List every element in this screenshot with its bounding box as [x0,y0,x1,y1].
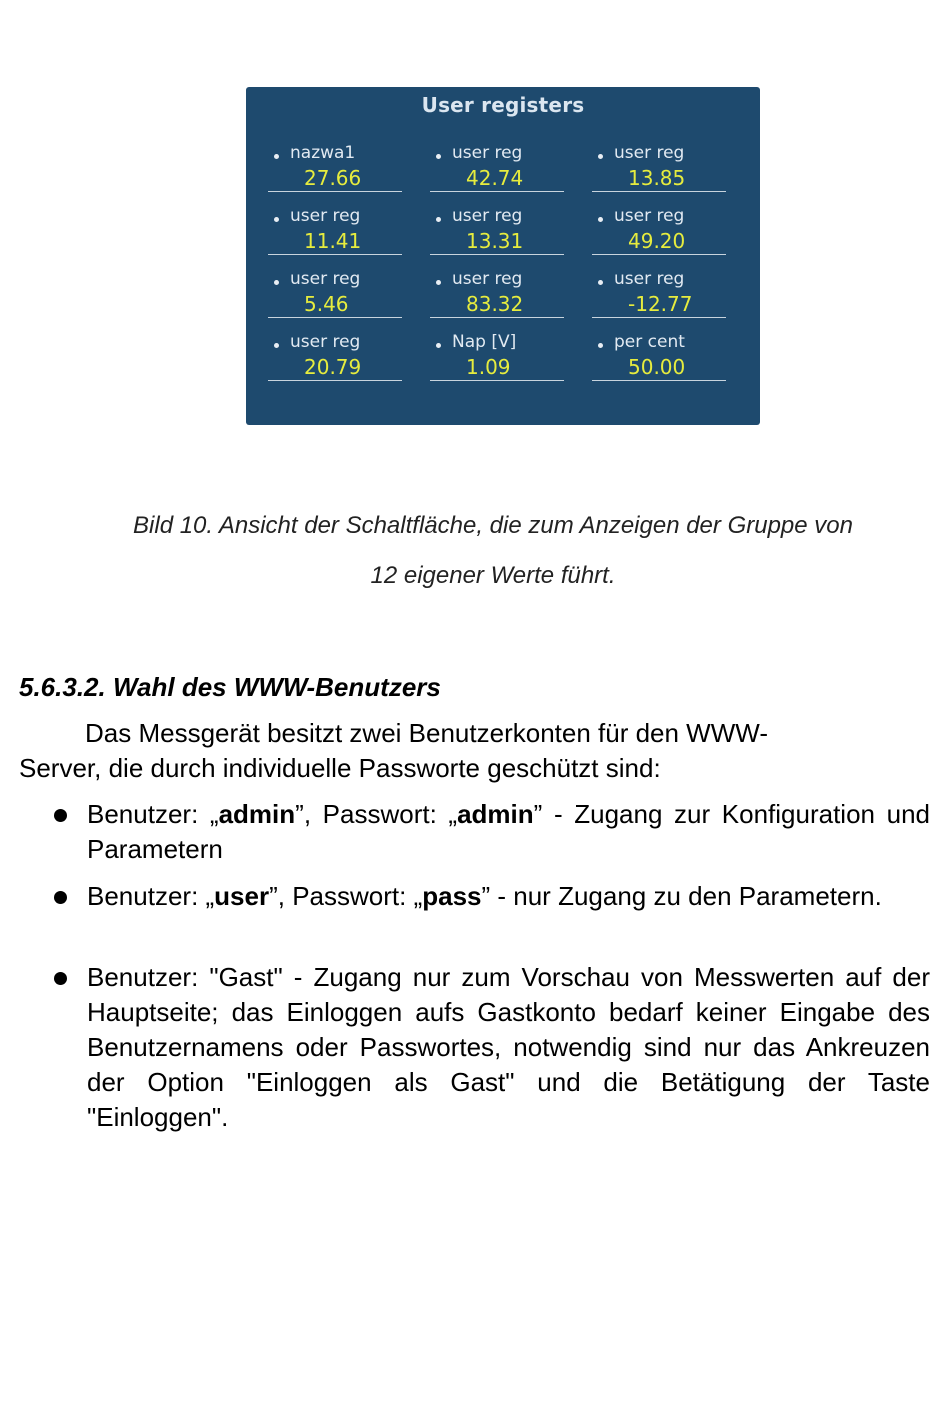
bullet-icon [598,280,603,285]
register-name: user reg [452,143,523,163]
register-item [268,328,402,381]
register-value: 13.85 [628,166,686,190]
bullet-icon [274,280,279,285]
register-value: -12.77 [628,292,693,316]
list-item [87,960,930,1135]
user-registers-panel[interactable] [246,87,760,425]
register-value: 5.46 [304,292,349,316]
bullet-icon [598,343,603,348]
bullet-icon [598,217,603,222]
intro-line-1: Das Messgerät besitzt zwei Benutzerkonten für den WWW- [85,718,768,748]
bullet-prefix: Benutzer: „ [87,881,215,911]
register-name: user reg [614,143,685,163]
register-value: 83.32 [466,292,524,316]
panel-title: User registers [421,93,585,117]
username: admin [218,799,296,829]
register-name: user reg [290,332,361,352]
register-name: user reg [290,269,361,289]
bullet-suffix: ” - nur Zugang zu den Parametern. [481,881,882,911]
bullet-icon [54,972,67,985]
bullet-prefix: Benutzer: „ [87,799,219,829]
username: user [214,881,270,911]
register-item [592,202,726,255]
register-value: 11.41 [304,229,362,253]
register-item [268,202,402,255]
bullet-icon [436,280,441,285]
bullet-suffix: ” - Zugang zur Konfiguration und Parametern [87,799,930,864]
register-value: 42.74 [466,166,524,190]
bullet-mid: ”, Passwort: „ [269,881,423,911]
register-item [268,139,402,192]
register-item [592,265,726,318]
bullet-icon [274,343,279,348]
intro-line-2: Server, die durch individuelle Passworte geschützt sind: [19,753,661,783]
register-item [430,202,564,255]
password: pass [422,881,482,911]
register-value: 50.00 [628,355,686,379]
bullet-text: Benutzer: "Gast" - Zugang nur zum Vorschau von Messwerten auf der Hauptseite; das Einloggen aufs Gastkonto bedarf keiner Eingabe des Benutzernamens oder Passwortes, notwendig sind nur das Ankreuzen der Option "Einloggen als Gast" und die Betätigung der Taste "Einloggen". [87,962,930,1132]
register-name: user reg [290,206,361,226]
list-item [87,879,930,914]
register-name: Nap [V] [452,332,517,352]
register-item [430,139,564,192]
bullet-icon [598,154,603,159]
register-value: 1.09 [466,355,511,379]
register-name: user reg [614,206,685,226]
register-name: nazwa1 [290,143,356,163]
register-item [592,328,726,381]
bullet-icon [436,343,441,348]
bullet-icon [274,217,279,222]
register-value: 49.20 [628,229,686,253]
register-item [592,139,726,192]
bullet-mid: ”, Passwort: „ [295,799,458,829]
register-name: user reg [452,206,523,226]
register-value: 20.79 [304,355,362,379]
intro-paragraph [19,716,930,786]
register-item [268,265,402,318]
section-heading: 5.6.3.2. Wahl des WWW-Benutzers [19,672,441,702]
register-name: per cent [614,332,685,352]
bullet-icon [274,154,279,159]
register-item [430,265,564,318]
register-value: 27.66 [304,166,362,190]
register-item [430,328,564,381]
register-name: user reg [614,269,685,289]
figure-caption-line-1: Bild 10. Ansicht der Schaltfläche, die zum Anzeigen der Gruppe von [133,512,853,539]
bullet-icon [436,217,441,222]
list-item [87,797,930,867]
bullet-icon [54,809,67,822]
figure-caption-line-2: 12 eigener Werte führt. [370,562,616,589]
bullet-icon [436,154,441,159]
password: admin [457,799,534,829]
bullet-icon [54,891,67,904]
register-value: 13.31 [466,229,524,253]
register-name: user reg [452,269,523,289]
